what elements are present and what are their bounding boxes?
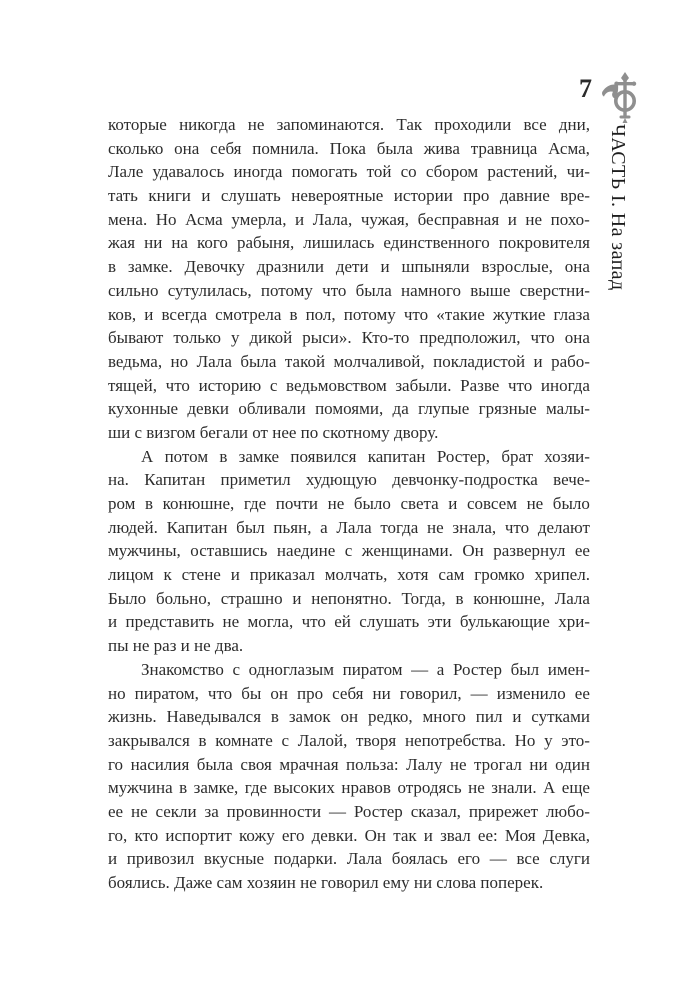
- text-line: но пиратом, что бы он про себя ни говорил, — изменило ее: [108, 683, 590, 703]
- text-line: которые никогда не запоминаются. Так проходили все дни,: [108, 115, 590, 134]
- text-line: мена. Но Асма умерла, и Лала, чужая, бесправная и не похо-: [108, 209, 590, 229]
- text-line: го насилия была своя мрачная польза: Лалу не трогал ни один: [108, 754, 590, 774]
- text-line: ее не секли за провинности — Ростер сказал, прирежет любо-: [108, 801, 590, 821]
- text-line: тящей, что историю с ведьмовством забыли. Разве что иногда: [108, 375, 590, 395]
- text-line: Знакомство с одноглазым пиратом — а Ростер был имен-: [141, 659, 590, 679]
- text-line: мужчина в замке, где высоких нравов отродясь не знали. А еще: [108, 778, 590, 798]
- paragraph: [108, 445, 590, 658]
- text-line: ков, и всегда смотрела в пол, потому что «такие жуткие глаза: [108, 304, 590, 324]
- text-line: пы не раз и не два.: [108, 636, 244, 656]
- text-line: го, кто испортит кожу его девки. Он так и звал ее: Моя Девка,: [108, 825, 590, 845]
- text-line: лицом к стене и приказал молчать, хотя сам громко хрипел.: [108, 565, 590, 585]
- text-line: сколько она себя помнила. Пока была жива травница Асма,: [108, 138, 590, 158]
- text-line: ведьма, но Лала была такой молчаливой, покладистой и рабо-: [108, 351, 590, 371]
- text-line: Лале удавалось иногда помогать той со сбором растений, чи-: [108, 162, 590, 182]
- text-line: жизнь. Наведывался в замок он редко, много пил и сутками: [108, 707, 590, 727]
- paragraph: [108, 113, 590, 445]
- text-line: жая ни на кого рабыня, лишилась единственного покровителя: [108, 233, 590, 253]
- page-number: 7: [579, 74, 592, 103]
- part-side-caption: ЧАСТЬ I. На запад: [607, 124, 629, 291]
- text-block: [108, 113, 590, 895]
- text-line: на. Капитан приметил худющую девчонку-подростка вече-: [108, 470, 590, 490]
- text-line: кухонные девки обливали помоями, да глупые грязные малы-: [108, 399, 590, 419]
- text-line: бывают только у дикой рыси». Кто-то предположил, что она: [108, 328, 590, 348]
- text-line: ром в конюшне, где почти не было света и совсем не было: [108, 494, 590, 513]
- text-line: Было больно, страшно и непонятно. Тогда, в конюшне, Лала: [108, 588, 590, 608]
- paragraph: [108, 658, 590, 895]
- text-line: людей. Капитан был пьян, а Лала тогда не знала, что делают: [108, 517, 590, 537]
- text-line: и привозил вкусные подарки. Лала боялась его — все слуги: [108, 849, 590, 869]
- dagger-key-ornament-icon: [601, 72, 645, 124]
- text-line: мужчины, оставшись наедине с женщинами. Он развернул ее: [108, 541, 590, 561]
- text-line: в замке. Девочку дразнили дети и шпыняли взрослые, она: [108, 257, 590, 277]
- text-line: и представить не могла, что ей слушать эти булькающие хри-: [108, 612, 590, 632]
- text-line: тать книги и слушать невероятные истории про давние вре-: [108, 186, 590, 206]
- text-line: боялись. Даже сам хозяин не говорил ему ни слова поперек.: [108, 873, 544, 892]
- text-line: закрывался в комнате с Лалой, творя непотребства. Но у это-: [108, 730, 590, 750]
- text-line: сильно сутулилась, потому что была намного выше сверстни-: [108, 280, 590, 300]
- text-line: ши с визгом бегали от нее по скотному двору.: [108, 422, 439, 442]
- text-line: А потом в замке появился капитан Ростер, брат хозяи-: [141, 446, 590, 466]
